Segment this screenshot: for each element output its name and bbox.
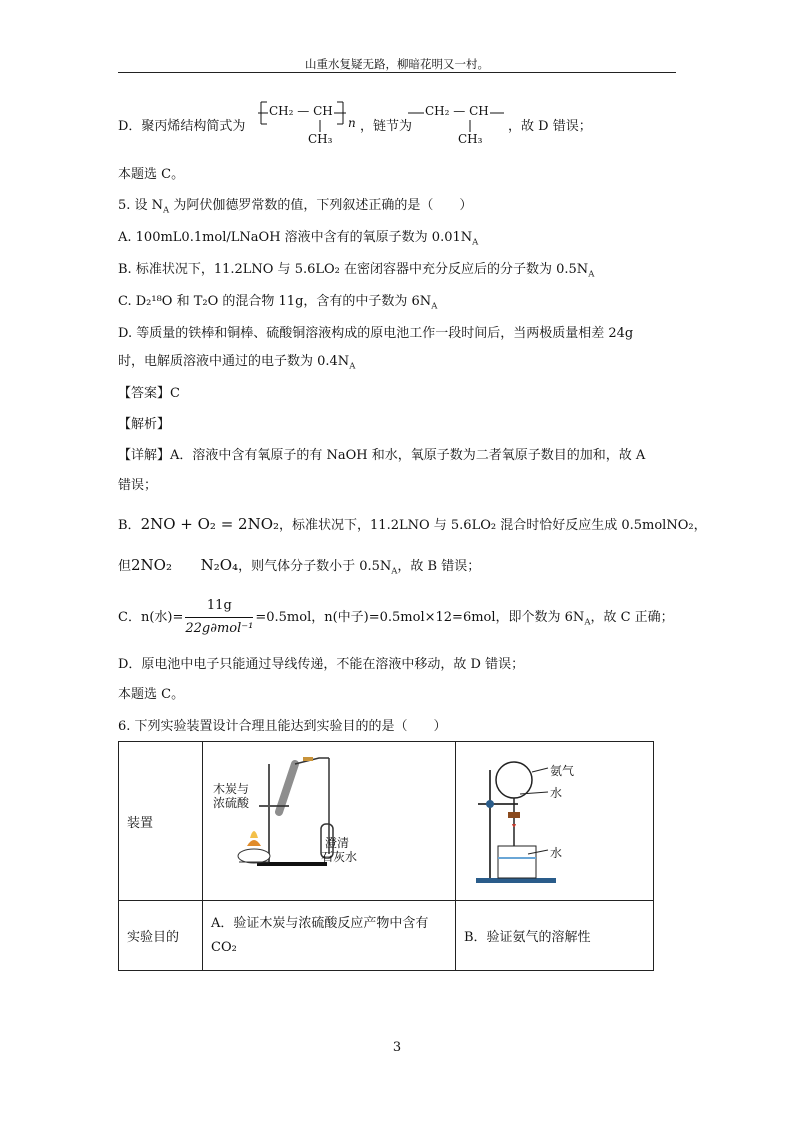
q5-detail-d: D．原电池中电子只能通过导线传递，不能在溶液中移动，故 D 错误； [118, 657, 525, 672]
label-water-bottom: 水 [550, 846, 563, 860]
q6-purpose-a [203, 901, 456, 971]
q5-answer: 【答案】C [118, 386, 180, 401]
q6-table [118, 741, 654, 971]
q6-apparatus-b [456, 742, 654, 901]
q5-option-d-line1: D. 等质量的铁棒和铜棒、硫酸铜溶液构成的原电池工作一段时间后，当两极质量相差 24g [118, 326, 634, 341]
header-divider [118, 72, 676, 73]
fraction-denominator: 22g∂mol⁻¹ [185, 621, 254, 636]
polymer-sub: CH₃ [308, 132, 333, 146]
polymer-structure [258, 100, 358, 155]
header-motto: 山重水复疑无路，柳暗花明又一村。 [305, 57, 489, 71]
q5-detail-b2-prefix: 但 [118, 559, 132, 574]
q5-detail-a-cont: 错误； [118, 478, 158, 493]
q6-apparatus-a [203, 742, 456, 901]
q6-purpose-a-line2: CO₂ [211, 939, 237, 955]
q5-option-b: B. 标准状况下，11.2LNO 与 5.6LO₂ 在密闭容器中充分反应后的分子数为 $0.5N_A$ [118, 262, 595, 280]
q5-detail-a: 【详解】A．溶液中含有氧原子的有 NaOH 和水，氧原子数为二者氧原子数目的加和，故 A [118, 448, 646, 463]
q4-mid-text: ，链节为 [360, 119, 413, 134]
label-reagent-1: 木炭与 [213, 782, 250, 796]
q5-detail-b-rest: ，标准状况下，11.2LNO 与 5.6LO₂ 混合时恰好反应生成 0.5molNO₂， [279, 518, 707, 533]
polymer-n: n [348, 116, 356, 130]
q5-detail-c-prefix: C．n(水)= [118, 610, 184, 625]
label-limewater-2: 石灰水 [321, 850, 358, 864]
q5-analysis-label: 【解析】 [118, 417, 171, 432]
polymer-main: CH₂ — CH [269, 104, 333, 118]
unit-main: CH₂ — CH [425, 104, 489, 118]
label-ammonia: 氨气 [550, 764, 575, 778]
q6-row1-label: 装置 [119, 742, 203, 901]
q5-detail-b-prefix: B． [118, 518, 141, 533]
q6-row-purpose [119, 901, 654, 971]
fraction-numerator: 11g [185, 596, 253, 618]
q5-detail-b [118, 515, 707, 535]
unit-sub: CH₃ [458, 132, 483, 146]
q5-detail-b2-equation: 2NO₂ N₂O₄ [131, 556, 239, 574]
q5-option-d-line2: 时，电解质溶液中通过的电子数为 $0.4N_A$ [118, 354, 356, 372]
q5-detail-c [118, 596, 674, 639]
q6-purpose-b: B．验证氨气的溶解性 [456, 901, 654, 971]
repeat-unit-structure [408, 100, 508, 155]
q5-conclusion: 本题选 C。 [118, 687, 185, 702]
q6-row-apparatus [119, 742, 654, 901]
q5-stem: 5. 设 $N_A$ 为阿伏伽德罗常数的值，下列叙述正确的是（ ） [118, 198, 473, 216]
q5-option-c: C. D₂¹⁸O 和 T₂O 的混合物 11g，含有的中子数为 $6N_A$ [118, 294, 438, 312]
q6-purpose-a-line1: A．验证木炭与浓硫酸反应产物中含有 [211, 915, 429, 931]
q6-stem: 6. 下列实验装置设计合理且能达到实验目的的是（ ） [118, 719, 447, 734]
page-number: 3 [392, 1040, 402, 1055]
q5-detail-b2-rest: ，则气体分子数小于 $0.5N_A$，故 B 错误； [238, 559, 481, 577]
q5-detail-b-equation: 2NO + O₂ = 2NO₂ [140, 515, 280, 533]
q5-detail-c-fraction [185, 596, 253, 639]
label-water-top: 水 [550, 786, 563, 800]
q5-detail-c-rest: =0.5mol，n(中子)=0.5mol×12=6mol，即个数为 $6N_A$，故 C 正确； [255, 610, 674, 628]
q4-d-prefix: D．聚丙烯结构简式为 [118, 119, 246, 134]
q4-d-suffix: ，故 D 错误； [508, 119, 592, 134]
q5-detail-b2 [118, 556, 480, 576]
q4-conclusion: 本题选 C。 [118, 167, 185, 182]
label-reagent-2: 浓硫酸 [213, 796, 250, 810]
q6-row2-label: 实验目的 [119, 901, 203, 971]
q5-option-a: A. 100mL0.1mol/LNaOH 溶液中含有的氧原子数为 $0.01N_A$ [118, 230, 479, 248]
label-limewater-1: 澄清 [325, 836, 350, 850]
